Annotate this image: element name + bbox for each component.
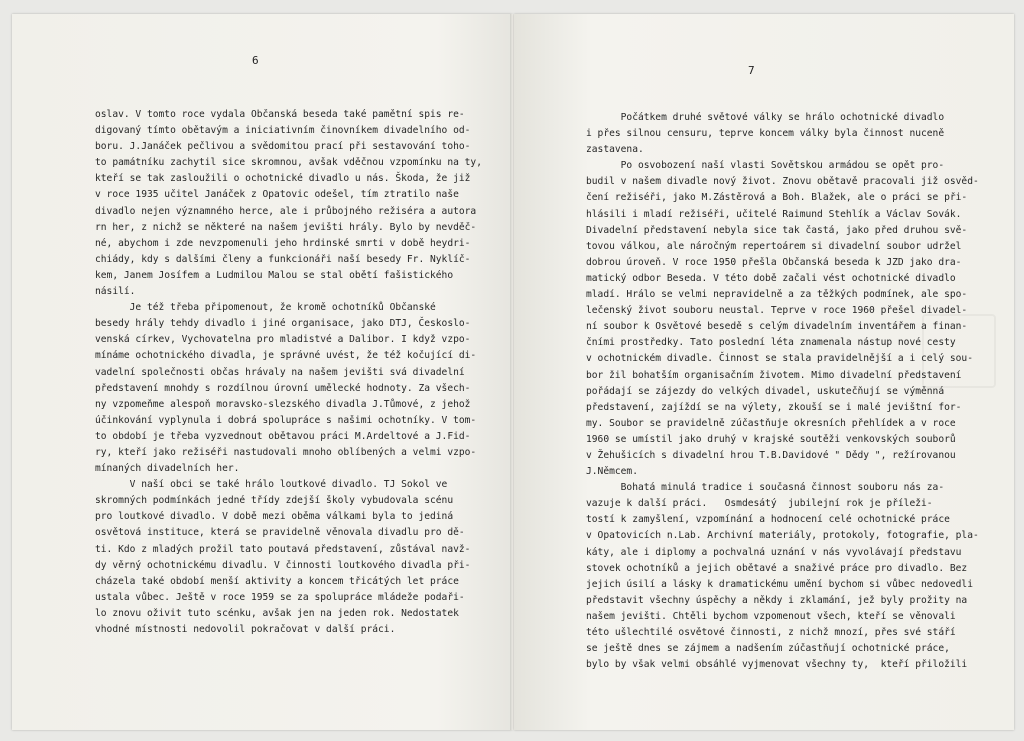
- text-line: ny vzpomeňme alespoň moravsko-slezského divadla J.Tůmové, z jehož: [95, 398, 471, 410]
- text-line: skromných podmínkách jedné třídy zdejší školy vybudovala scénu: [95, 495, 454, 507]
- text-line: besedy hrály tehdy divadlo i jiné organisace, jako DTJ, Českoslo-: [95, 318, 471, 330]
- text-line: lečenský život souboru neustal. Teprve v roce 1960 přešel divadel-: [586, 305, 968, 317]
- left-page: [12, 14, 512, 730]
- text-line: digovaný tímto obětavým a iniciativním činovníkem divadelního od-: [95, 125, 471, 137]
- text-line: kem, Janem Josífem a Ludmilou Malou se stal obětí fašistického: [95, 269, 454, 281]
- page-number-right: 7: [748, 64, 755, 77]
- text-line: vazuje k další práci. Osmdesátý jubilejní rok je příleži-: [586, 498, 933, 510]
- text-line: čení režiséři, jako M.Zástěrová a Boh. Blažek, ale o práci se při-: [586, 192, 968, 204]
- text-line: vhodné místnosti nedovolil pokračovat v další práci.: [95, 624, 396, 635]
- text-line: jejich úsilí a lásky k dramatickému umění bychom si vůbec nedovedli: [586, 578, 973, 590]
- text-line: Bohatá minulá tradice i současná činnost souboru nás za-: [586, 482, 945, 494]
- text-line: stovek ochotníků a jejich obětavé a snaživé práce pro divadlo. Bez: [586, 562, 968, 574]
- text-line: čními prostředky. Tato poslední léta znamenala nástup nové cesty: [586, 337, 956, 349]
- text-line: zastavena.: [586, 144, 644, 156]
- text-line: ti. Kdo z mladých prožil tato poutavá představení, zůstával navž-: [95, 543, 471, 555]
- text-line: Je též třeba připomenout, že kromě ochotníků Občanské: [95, 302, 436, 314]
- text-line: cházela také období menší aktivity a koncem třicátých let práce: [95, 575, 459, 587]
- text-line: my. Soubor se pravidelně zúčastňuje okresních přehlídek a v roce: [586, 417, 956, 429]
- text-line: chiády, kdy s dalšími členy a funkcionáři naší besedy Fr. Nyklíč-: [95, 253, 471, 265]
- text-line: boru. J.Janáček pečlivou a svědomitou prací při sestavování toho-: [95, 141, 471, 153]
- text-line: vadelní společnosti občas hrávaly na našem jevišti svá divadelní: [95, 366, 465, 378]
- page-number-left: 6: [252, 54, 259, 67]
- text-line: tovou válkou, ale náročným repertoárem si divadelní soubor udržel: [586, 240, 962, 252]
- text-line: i přes silnou censuru, teprve koncem války byla činnost nuceně: [586, 128, 945, 140]
- text-line: účinkování vyplynula i dobrá spolupráce s našimi ochotníky. V tom-: [95, 414, 477, 426]
- text-line: v Opatovicích n.Lab. Archivní materiály, protokoly, fotografie, pla-: [586, 530, 979, 542]
- text-line: dobrou úroveň. V roce 1950 přešla Občanská beseda k JZD jako dra-: [586, 256, 962, 268]
- text-line: se ještě dnes se zájmem a nadšením zúčastňují ochotnické práce,: [586, 643, 950, 655]
- text-line: Divadelní představení nebyla sice tak častá, jako před druhou svě-: [586, 224, 968, 236]
- text-line: této ušlechtilé osvětové činnosti, z nichž mnozí, přes své stáří: [586, 627, 956, 638]
- text-line: rn her, z nichž se některé na našem jevišti hrály. Bylo by nevděč-: [95, 221, 477, 233]
- text-line: to památníku zachytil sice skromnou, avšak vděčnou vzpomínku na ty,: [95, 157, 482, 169]
- text-line: venská církev, Vychovatelna pro mladistvé a Dalibor. I když vzpo-: [95, 334, 471, 346]
- text-line: káty, ale i diplomy a pochvalná uznání v nás vyvolávají představu: [586, 546, 962, 558]
- text-line: mladí. Hrálo se velmi nepravidelně a za těžkých podmínek, ale spo-: [586, 289, 968, 301]
- text-line: našem jevišti. Chtěli bychom vzpomenout všech, kteří se věnovali: [586, 610, 956, 622]
- text-line: ry, kteří jako režiséři nastudovali mnoho oblíbených a velmi vzpo-: [95, 446, 477, 458]
- text-line: budil v našem divadle nový život. Znovu obětavě pracovali již osvěd-: [586, 176, 979, 188]
- text-line: bor žil bohatším organisačním životem. Mimo divadelní představení: [586, 369, 962, 381]
- text-line: v Žehušicích s divadelní hrou T.B.Davidové " Dědy ", režírovanou: [586, 449, 956, 461]
- text-line: tostí k zamyšlení, vzpomínání a hodnocení celé ochotnické práce: [586, 514, 950, 526]
- text-line: oslav. V tomto roce vydala Občanská beseda také pamětní spis re-: [95, 109, 465, 120]
- text-line: bylo by však velmi obsáhlé vyjmenovat všechny ty, kteří přiložili: [586, 659, 968, 671]
- text-line: divadlo nejen významného herce, ale i průbojného režiséra a autora: [95, 205, 477, 217]
- text-line: hlásili i mladí režiséři, učitelé Raimund Stehlík a Václav Sovák.: [586, 208, 962, 220]
- text-line: dy věrný ochotnickému divadlu. V činnosti loutkového divadla při-: [95, 559, 471, 571]
- text-line: kteří se tak zasloužili o ochotnické divadlo u nás. Škoda, že již: [95, 173, 471, 185]
- text-line: matický odbor Beseda. V této době začali vést ochotnické divadlo: [586, 272, 956, 284]
- text-line: mínaných divadelních her.: [95, 463, 240, 475]
- text-line: Po osvobození naší vlasti Sovětskou armádou se opět pro-: [586, 160, 945, 172]
- text-line: v ochotnickém divadle. Činnost se stala pravidelnější a i celý sou-: [586, 353, 973, 365]
- text-line: V naší obci se také hrálo loutkové divadlo. TJ Sokol ve: [95, 479, 448, 491]
- right-page-text: [586, 110, 979, 673]
- text-line: představit všechny úspěchy a někdy i zklamání, jež byly prožity na: [586, 594, 968, 606]
- right-page: [514, 14, 1014, 730]
- text-line: pořádají se zájezdy do velkých divadel, uskutečňují se výměnná: [586, 385, 945, 397]
- text-line: ní soubor k Osvětové besedě s celým divadelním inventářem a finan-: [586, 321, 968, 333]
- text-line: né, abychom i zde nevzpomenuli jeho hrdinské smrti v době heydri-: [95, 237, 471, 249]
- text-line: ustala vůbec. Ještě v roce 1959 se za spolupráce mládeže podaři-: [95, 591, 465, 603]
- left-page-text: [95, 107, 482, 638]
- text-line: představení, zajíždí se na výlety, zkouší se i malé jevištní for-: [586, 401, 962, 413]
- text-line: 1960 se umístil jako druhý v krajské soutěži venkovských souborů: [586, 433, 956, 445]
- text-line: Počátkem druhé světové války se hrálo ochotnické divadlo: [586, 112, 945, 123]
- text-line: lo znovu oživit tuto scénku, avšak jen na jeden rok. Nedostatek: [95, 607, 459, 619]
- text-line: J.Němcem.: [586, 466, 638, 478]
- text-line: mínáme ochotnického divadla, je správné uvést, že též kočující di-: [95, 350, 477, 362]
- text-line: v roce 1935 učitel Janáček z Opatovic odešel, tím ztratilo naše: [95, 189, 459, 201]
- text-line: pro loutkové divadlo. V době mezi oběma válkami byla to jediná: [95, 511, 454, 523]
- text-line: osvětová instituce, která se pravidelně věnovala divadlu pro dě-: [95, 527, 465, 539]
- text-line: představení mnohdy s rozdílnou úrovní umělecké hodnoty. Za všech-: [95, 382, 471, 394]
- text-line: násilí.: [95, 286, 136, 298]
- text-line: to období je třeba vyzvednout obětavou práci M.Ardeltové a J.Fid-: [95, 430, 471, 442]
